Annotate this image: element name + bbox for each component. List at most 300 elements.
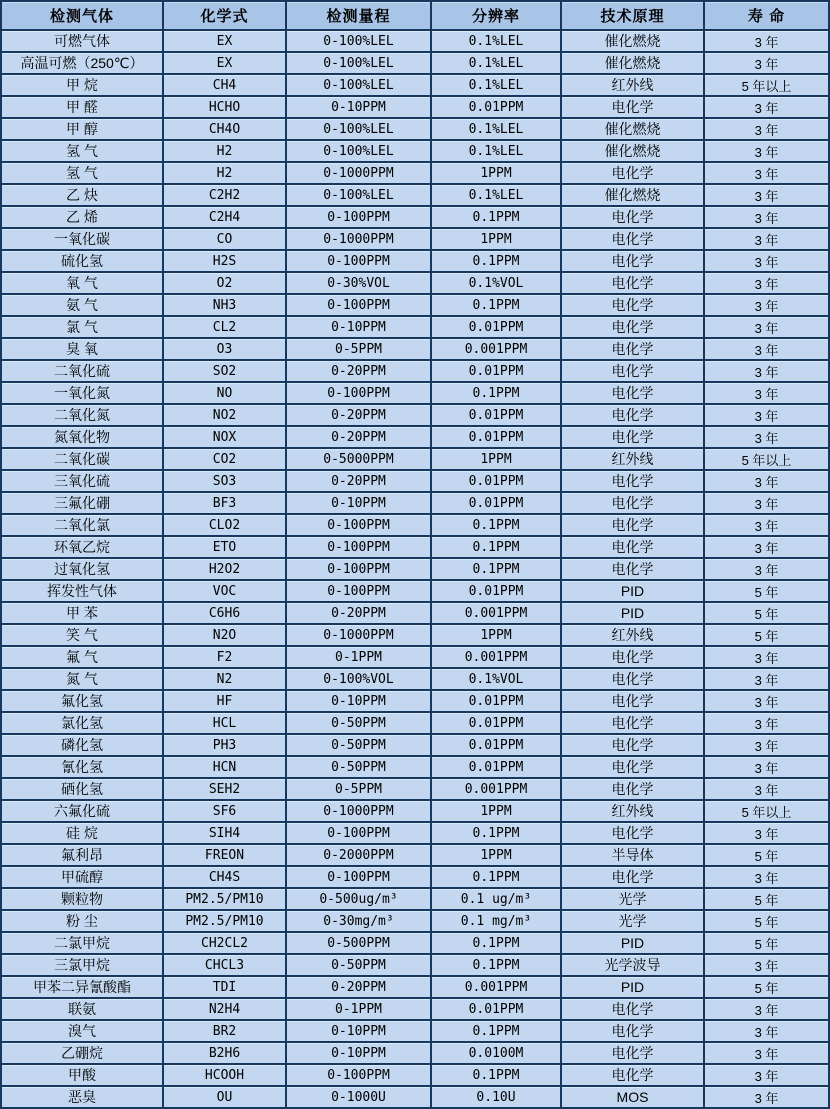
table-row — [1, 580, 829, 602]
table-row — [1, 646, 829, 668]
cell-lifetime: 3 年 — [704, 756, 829, 778]
cell-principle: 电化学 — [561, 404, 704, 426]
cell-lifetime: 3 年 — [704, 338, 829, 360]
cell-gas: 联氨 — [1, 998, 163, 1020]
cell-gas: 乙硼烷 — [1, 1042, 163, 1064]
table-row — [1, 1020, 829, 1042]
cell-resolution: 0.001PPM — [431, 646, 561, 668]
cell-lifetime: 3 年 — [704, 646, 829, 668]
cell-gas: 甲苯二异氰酸酯 — [1, 976, 163, 998]
cell-lifetime: 3 年 — [704, 1064, 829, 1086]
cell-lifetime: 3 年 — [704, 712, 829, 734]
cell-resolution: 0.1%VOL — [431, 668, 561, 690]
table-row — [1, 206, 829, 228]
table-row — [1, 932, 829, 954]
cell-resolution: 0.1%LEL — [431, 30, 561, 52]
cell-formula: B2H6 — [163, 1042, 286, 1064]
table-row — [1, 734, 829, 756]
cell-gas: 三氯甲烷 — [1, 954, 163, 976]
table-row — [1, 514, 829, 536]
cell-lifetime: 5 年 — [704, 910, 829, 932]
cell-range: 0-5PPM — [286, 338, 431, 360]
cell-principle: 红外线 — [561, 624, 704, 646]
table-row — [1, 492, 829, 514]
cell-gas: 氯 气 — [1, 316, 163, 338]
cell-resolution: 0.01PPM — [431, 492, 561, 514]
table-row — [1, 668, 829, 690]
cell-gas: 乙 烯 — [1, 206, 163, 228]
cell-range: 0-10PPM — [286, 316, 431, 338]
cell-range: 0-100PPM — [286, 206, 431, 228]
cell-formula: SF6 — [163, 800, 286, 822]
cell-principle: 光学波导 — [561, 954, 704, 976]
cell-resolution: 0.01PPM — [431, 426, 561, 448]
cell-gas: 溴气 — [1, 1020, 163, 1042]
cell-range: 0-10PPM — [286, 690, 431, 712]
cell-range: 0-10PPM — [286, 1042, 431, 1064]
cell-range: 0-100PPM — [286, 514, 431, 536]
table-row — [1, 998, 829, 1020]
cell-principle: 电化学 — [561, 822, 704, 844]
cell-formula: EX — [163, 30, 286, 52]
cell-resolution: 0.01PPM — [431, 998, 561, 1020]
cell-gas: 氨 气 — [1, 294, 163, 316]
cell-formula: F2 — [163, 646, 286, 668]
cell-lifetime: 3 年 — [704, 118, 829, 140]
cell-lifetime: 5 年 — [704, 888, 829, 910]
table-row — [1, 1086, 829, 1108]
cell-formula: CLO2 — [163, 514, 286, 536]
table-row — [1, 272, 829, 294]
cell-gas: 硒化氢 — [1, 778, 163, 800]
cell-principle: 电化学 — [561, 1020, 704, 1042]
table-row — [1, 360, 829, 382]
cell-principle: 电化学 — [561, 998, 704, 1020]
cell-lifetime: 3 年 — [704, 734, 829, 756]
cell-principle: 电化学 — [561, 338, 704, 360]
cell-gas: 颗粒物 — [1, 888, 163, 910]
cell-range: 0-1000U — [286, 1086, 431, 1108]
cell-resolution: 0.01PPM — [431, 580, 561, 602]
cell-lifetime: 3 年 — [704, 206, 829, 228]
cell-lifetime: 3 年 — [704, 558, 829, 580]
cell-lifetime: 3 年 — [704, 250, 829, 272]
cell-lifetime: 3 年 — [704, 382, 829, 404]
table-row — [1, 162, 829, 184]
cell-principle: 红外线 — [561, 74, 704, 96]
cell-principle: 电化学 — [561, 756, 704, 778]
cell-resolution: 0.1%LEL — [431, 52, 561, 74]
cell-formula: NO — [163, 382, 286, 404]
table-row — [1, 690, 829, 712]
cell-gas: 乙 炔 — [1, 184, 163, 206]
cell-resolution: 0.1PPM — [431, 954, 561, 976]
cell-resolution: 0.01PPM — [431, 734, 561, 756]
cell-range: 0-100PPM — [286, 294, 431, 316]
cell-formula: O3 — [163, 338, 286, 360]
cell-resolution: 1PPM — [431, 800, 561, 822]
cell-gas: 甲 醛 — [1, 96, 163, 118]
cell-lifetime: 3 年 — [704, 954, 829, 976]
cell-gas: 氮 气 — [1, 668, 163, 690]
cell-range: 0-100%LEL — [286, 30, 431, 52]
table-row — [1, 910, 829, 932]
table-row — [1, 52, 829, 74]
cell-formula: BR2 — [163, 1020, 286, 1042]
cell-resolution: 0.0100M — [431, 1042, 561, 1064]
cell-principle: 电化学 — [561, 690, 704, 712]
cell-gas: 氯化氢 — [1, 712, 163, 734]
cell-resolution: 0.10U — [431, 1086, 561, 1108]
cell-formula: CO2 — [163, 448, 286, 470]
cell-principle: 电化学 — [561, 536, 704, 558]
cell-lifetime: 3 年 — [704, 184, 829, 206]
cell-resolution: 0.1PPM — [431, 382, 561, 404]
cell-formula: VOC — [163, 580, 286, 602]
cell-range: 0-5000PPM — [286, 448, 431, 470]
cell-gas: 甲 烷 — [1, 74, 163, 96]
cell-formula: H2O2 — [163, 558, 286, 580]
cell-resolution: 0.001PPM — [431, 602, 561, 624]
cell-formula: HCL — [163, 712, 286, 734]
cell-resolution: 1PPM — [431, 448, 561, 470]
cell-principle: 电化学 — [561, 1042, 704, 1064]
table-row — [1, 602, 829, 624]
cell-lifetime: 3 年 — [704, 294, 829, 316]
cell-formula: CHCL3 — [163, 954, 286, 976]
cell-formula: CH4S — [163, 866, 286, 888]
cell-principle: 电化学 — [561, 250, 704, 272]
table-row — [1, 316, 829, 338]
cell-principle: 电化学 — [561, 316, 704, 338]
cell-range: 0-50PPM — [286, 712, 431, 734]
cell-range: 0-20PPM — [286, 602, 431, 624]
table-row — [1, 954, 829, 976]
cell-range: 0-20PPM — [286, 360, 431, 382]
cell-principle: 电化学 — [561, 646, 704, 668]
cell-principle: 电化学 — [561, 96, 704, 118]
cell-gas: 氮氧化物 — [1, 426, 163, 448]
cell-principle: 电化学 — [561, 492, 704, 514]
cell-resolution: 0.1 mg/m³ — [431, 910, 561, 932]
table-row — [1, 888, 829, 910]
cell-principle: 电化学 — [561, 558, 704, 580]
cell-resolution: 0.01PPM — [431, 756, 561, 778]
cell-principle: 红外线 — [561, 800, 704, 822]
table-row — [1, 536, 829, 558]
cell-gas: 氰化氢 — [1, 756, 163, 778]
column-header-range: 检测量程 — [286, 1, 431, 30]
cell-range: 0-100PPM — [286, 580, 431, 602]
cell-formula: OU — [163, 1086, 286, 1108]
cell-gas: 氟化氢 — [1, 690, 163, 712]
cell-gas: 氧 气 — [1, 272, 163, 294]
table-row — [1, 712, 829, 734]
cell-formula: BF3 — [163, 492, 286, 514]
cell-principle: 电化学 — [561, 228, 704, 250]
table-row — [1, 866, 829, 888]
cell-range: 0-50PPM — [286, 954, 431, 976]
cell-resolution: 0.1PPM — [431, 1064, 561, 1086]
cell-principle: 电化学 — [561, 426, 704, 448]
cell-lifetime: 3 年 — [704, 162, 829, 184]
cell-gas: 三氟化硼 — [1, 492, 163, 514]
cell-resolution: 0.1PPM — [431, 536, 561, 558]
table-row — [1, 778, 829, 800]
table-row — [1, 844, 829, 866]
cell-range: 0-100%LEL — [286, 184, 431, 206]
table-row — [1, 800, 829, 822]
cell-principle: 电化学 — [561, 734, 704, 756]
cell-resolution: 0.1%LEL — [431, 184, 561, 206]
cell-resolution: 0.01PPM — [431, 316, 561, 338]
cell-gas: 一氧化氮 — [1, 382, 163, 404]
cell-lifetime: 3 年 — [704, 1042, 829, 1064]
cell-formula: SO2 — [163, 360, 286, 382]
cell-formula: SIH4 — [163, 822, 286, 844]
cell-lifetime: 5 年以上 — [704, 448, 829, 470]
cell-formula: CH4O — [163, 118, 286, 140]
cell-lifetime: 3 年 — [704, 690, 829, 712]
cell-lifetime: 3 年 — [704, 536, 829, 558]
cell-resolution: 0.001PPM — [431, 778, 561, 800]
cell-gas: 氟利昂 — [1, 844, 163, 866]
cell-lifetime: 3 年 — [704, 30, 829, 52]
table-row — [1, 118, 829, 140]
cell-resolution: 0.1PPM — [431, 206, 561, 228]
cell-resolution: 0.01PPM — [431, 690, 561, 712]
table-row — [1, 426, 829, 448]
cell-gas: 恶臭 — [1, 1086, 163, 1108]
cell-formula: HCN — [163, 756, 286, 778]
cell-formula: FREON — [163, 844, 286, 866]
cell-range: 0-100PPM — [286, 382, 431, 404]
cell-lifetime: 3 年 — [704, 96, 829, 118]
cell-principle: 电化学 — [561, 272, 704, 294]
cell-resolution: 0.1%LEL — [431, 74, 561, 96]
cell-lifetime: 3 年 — [704, 316, 829, 338]
cell-range: 0-10PPM — [286, 492, 431, 514]
cell-principle: PID — [561, 580, 704, 602]
cell-range: 0-30mg/m³ — [286, 910, 431, 932]
cell-gas: 氟 气 — [1, 646, 163, 668]
cell-lifetime: 3 年 — [704, 52, 829, 74]
cell-formula: NH3 — [163, 294, 286, 316]
cell-formula: H2 — [163, 140, 286, 162]
table-row — [1, 294, 829, 316]
column-header-resolution: 分辨率 — [431, 1, 561, 30]
cell-gas: 二氧化氮 — [1, 404, 163, 426]
cell-lifetime: 3 年 — [704, 272, 829, 294]
cell-formula: HCHO — [163, 96, 286, 118]
cell-resolution: 0.1 ug/m³ — [431, 888, 561, 910]
cell-formula: CH4 — [163, 74, 286, 96]
cell-principle: 电化学 — [561, 668, 704, 690]
cell-resolution: 0.001PPM — [431, 338, 561, 360]
cell-range: 0-100%LEL — [286, 140, 431, 162]
table-row — [1, 558, 829, 580]
cell-principle: 红外线 — [561, 448, 704, 470]
cell-formula: N2O — [163, 624, 286, 646]
cell-formula: NOX — [163, 426, 286, 448]
cell-principle: 半导体 — [561, 844, 704, 866]
cell-resolution: 0.1PPM — [431, 250, 561, 272]
column-header-principle: 技术原理 — [561, 1, 704, 30]
cell-formula: N2H4 — [163, 998, 286, 1020]
cell-resolution: 1PPM — [431, 624, 561, 646]
cell-principle: 电化学 — [561, 514, 704, 536]
cell-formula: SO3 — [163, 470, 286, 492]
cell-lifetime: 5 年 — [704, 602, 829, 624]
cell-lifetime: 3 年 — [704, 360, 829, 382]
cell-lifetime: 3 年 — [704, 1086, 829, 1108]
cell-resolution: 0.1%VOL — [431, 272, 561, 294]
table-row — [1, 228, 829, 250]
cell-lifetime: 3 年 — [704, 998, 829, 1020]
table-row — [1, 822, 829, 844]
table-row — [1, 756, 829, 778]
cell-formula: HF — [163, 690, 286, 712]
table-row — [1, 624, 829, 646]
cell-gas: 磷化氢 — [1, 734, 163, 756]
cell-range: 0-10PPM — [286, 1020, 431, 1042]
cell-resolution: 0.1PPM — [431, 558, 561, 580]
table-header — [1, 1, 829, 30]
cell-resolution: 1PPM — [431, 162, 561, 184]
cell-principle: 催化燃烧 — [561, 184, 704, 206]
cell-formula: TDI — [163, 976, 286, 998]
cell-lifetime: 3 年 — [704, 822, 829, 844]
cell-gas: 甲 醇 — [1, 118, 163, 140]
cell-lifetime: 3 年 — [704, 778, 829, 800]
table-row — [1, 74, 829, 96]
cell-gas: 环氧乙烷 — [1, 536, 163, 558]
cell-principle: PID — [561, 602, 704, 624]
table-row — [1, 404, 829, 426]
cell-gas: 甲硫醇 — [1, 866, 163, 888]
cell-gas: 二氧化氯 — [1, 514, 163, 536]
cell-gas: 六氟化硫 — [1, 800, 163, 822]
cell-resolution: 0.01PPM — [431, 470, 561, 492]
cell-formula: C2H2 — [163, 184, 286, 206]
cell-formula: H2 — [163, 162, 286, 184]
cell-formula: PM2.5/PM10 — [163, 888, 286, 910]
cell-range: 0-30%VOL — [286, 272, 431, 294]
cell-formula: CH2CL2 — [163, 932, 286, 954]
cell-range: 0-1000PPM — [286, 228, 431, 250]
cell-range: 0-20PPM — [286, 470, 431, 492]
cell-formula: EX — [163, 52, 286, 74]
table-row — [1, 448, 829, 470]
cell-lifetime: 3 年 — [704, 668, 829, 690]
table-row — [1, 382, 829, 404]
cell-range: 0-2000PPM — [286, 844, 431, 866]
cell-gas: 挥发性气体 — [1, 580, 163, 602]
column-header-gas: 检测气体 — [1, 1, 163, 30]
cell-formula: H2S — [163, 250, 286, 272]
cell-resolution: 0.001PPM — [431, 976, 561, 998]
cell-resolution: 0.1%LEL — [431, 140, 561, 162]
cell-principle: 电化学 — [561, 382, 704, 404]
cell-principle: 电化学 — [561, 470, 704, 492]
cell-lifetime: 3 年 — [704, 140, 829, 162]
cell-gas: 笑 气 — [1, 624, 163, 646]
cell-formula: NO2 — [163, 404, 286, 426]
cell-range: 0-100PPM — [286, 822, 431, 844]
cell-range: 0-1000PPM — [286, 800, 431, 822]
cell-principle: 光学 — [561, 910, 704, 932]
cell-range: 0-100PPM — [286, 250, 431, 272]
cell-formula: ETO — [163, 536, 286, 558]
cell-lifetime: 5 年 — [704, 844, 829, 866]
cell-lifetime: 5 年以上 — [704, 800, 829, 822]
cell-range: 0-500PPM — [286, 932, 431, 954]
cell-range: 0-500ug/m³ — [286, 888, 431, 910]
cell-resolution: 1PPM — [431, 844, 561, 866]
cell-principle: 催化燃烧 — [561, 118, 704, 140]
cell-range: 0-100PPM — [286, 1064, 431, 1086]
cell-resolution: 0.01PPM — [431, 404, 561, 426]
cell-formula: C2H4 — [163, 206, 286, 228]
cell-range: 0-1PPM — [286, 646, 431, 668]
cell-gas: 三氧化硫 — [1, 470, 163, 492]
cell-principle: 电化学 — [561, 866, 704, 888]
table-row — [1, 250, 829, 272]
cell-resolution: 0.1PPM — [431, 1020, 561, 1042]
cell-gas: 氢 气 — [1, 162, 163, 184]
cell-formula: PH3 — [163, 734, 286, 756]
cell-lifetime: 5 年以上 — [704, 74, 829, 96]
cell-range: 0-50PPM — [286, 756, 431, 778]
cell-formula: CO — [163, 228, 286, 250]
cell-resolution: 0.1PPM — [431, 866, 561, 888]
cell-resolution: 0.1PPM — [431, 514, 561, 536]
cell-principle: 电化学 — [561, 162, 704, 184]
cell-range: 0-100%LEL — [286, 52, 431, 74]
cell-gas: 高温可燃（250℃） — [1, 52, 163, 74]
cell-gas: 氢 气 — [1, 140, 163, 162]
cell-principle: 电化学 — [561, 712, 704, 734]
cell-range: 0-100%VOL — [286, 668, 431, 690]
table-header-row — [1, 1, 829, 30]
cell-range: 0-50PPM — [286, 734, 431, 756]
column-header-formula: 化学式 — [163, 1, 286, 30]
cell-resolution: 0.1%LEL — [431, 118, 561, 140]
cell-lifetime: 3 年 — [704, 514, 829, 536]
cell-principle: 催化燃烧 — [561, 140, 704, 162]
cell-resolution: 0.1PPM — [431, 294, 561, 316]
cell-range: 0-1000PPM — [286, 162, 431, 184]
cell-formula: SEH2 — [163, 778, 286, 800]
cell-principle: 电化学 — [561, 206, 704, 228]
cell-gas: 粉 尘 — [1, 910, 163, 932]
cell-range: 0-20PPM — [286, 426, 431, 448]
cell-range: 0-5PPM — [286, 778, 431, 800]
table-row — [1, 1042, 829, 1064]
cell-lifetime: 3 年 — [704, 492, 829, 514]
table-row — [1, 96, 829, 118]
cell-range: 0-20PPM — [286, 976, 431, 998]
cell-formula: CL2 — [163, 316, 286, 338]
cell-range: 0-10PPM — [286, 96, 431, 118]
cell-principle: PID — [561, 932, 704, 954]
column-header-lifetime: 寿 命 — [704, 1, 829, 30]
cell-principle: 光学 — [561, 888, 704, 910]
table-row — [1, 140, 829, 162]
cell-lifetime: 3 年 — [704, 866, 829, 888]
cell-gas: 二氧化碳 — [1, 448, 163, 470]
cell-formula: C6H6 — [163, 602, 286, 624]
